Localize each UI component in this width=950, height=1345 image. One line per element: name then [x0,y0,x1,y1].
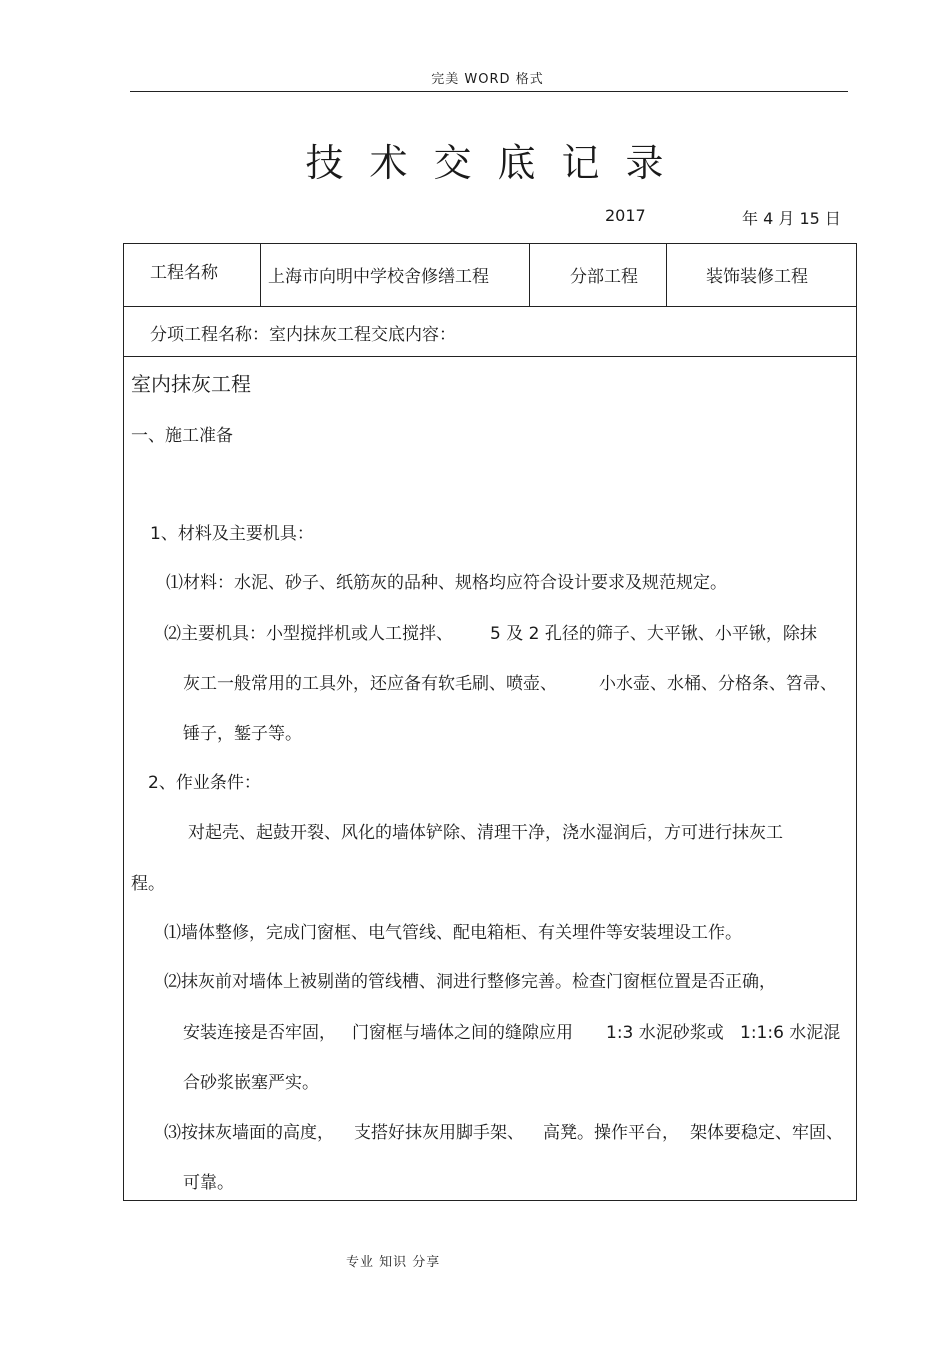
list-item: 门窗框与墙体之间的缝隙应用 [352,1023,573,1043]
list-item: ⑴墙体整修，完成门窗框、电气管线、配电箱柜、有关埋件等安装埋设工作。 [164,923,742,943]
list-item: 灰工一般常用的工具外，还应备有软毛刷、喷壶、 [183,674,557,694]
list-item: 可靠。 [183,1173,234,1193]
list-item: ⑴材料：水泥、砂子、纸筋灰的品种、规格均应符合设计要求及规范规定。 [166,573,727,593]
list-item: 5 及 2 孔径的筛子、大平锹、小平锹，除抹 [490,624,817,644]
document-title: 技术交底记录 [305,141,690,185]
list-item: 高凳。操作平台， [543,1123,679,1143]
list-item: 1:3 水泥砂浆或 [606,1023,724,1043]
section-heading: 一、施工准备 [131,426,233,446]
table-col-divider [666,243,667,306]
division-value: 装饰装修工程 [706,267,808,287]
list-item: ⑵抹灰前对墙体上被剔凿的管线槽、洞进行整修完善。检查门窗框位置是否正确， [164,972,776,992]
list-item: 合砂浆嵌塞严实。 [183,1073,319,1093]
list-item: 架体要稳定、牢固、 [690,1123,843,1143]
list-item: ⑵主要机具：小型搅拌机或人工搅拌、 [164,624,453,644]
content-heading: 室内抹灰工程 [131,372,251,396]
table-col-divider [260,243,261,306]
list-item: 1、材料及主要机具： [150,524,314,544]
list-item: 安装连接是否牢固， [183,1023,336,1043]
page-footer: 专业 知识 分享 [346,1255,441,1270]
project-name-value: 上海市向明中学校舍修缮工程 [268,267,489,287]
project-name-label: 工程名称 [150,263,218,283]
list-item: ⑶按抹灰墙面的高度， [164,1123,334,1143]
division-label: 分部工程 [570,267,638,287]
date-year: 2017 [605,206,646,225]
list-item: 支搭好抹灰用脚手架、 [354,1123,524,1143]
list-item: 锤子，錾子等。 [183,724,302,744]
subitem-line: 分项工程名称：室内抹灰工程交底内容： [150,325,456,345]
paragraph: 对起壳、起鼓开裂、风化的墙体铲除、清理干净，浇水湿润后，方可进行抹灰工 [188,823,783,843]
table-col-divider [529,243,530,306]
list-item: 2、作业条件： [148,773,261,793]
table-row-divider [123,306,857,307]
paragraph: 程。 [131,874,165,894]
date-month-day: 年 4 月 15 日 [742,209,841,228]
header-rule [130,91,848,92]
page-header: 完美 WORD 格式 [431,72,544,87]
list-item: 1:1:6 水泥混 [740,1023,841,1043]
list-item: 小水壶、水桶、分格条、笤帚、 [599,674,837,694]
table-row-divider [123,356,857,357]
